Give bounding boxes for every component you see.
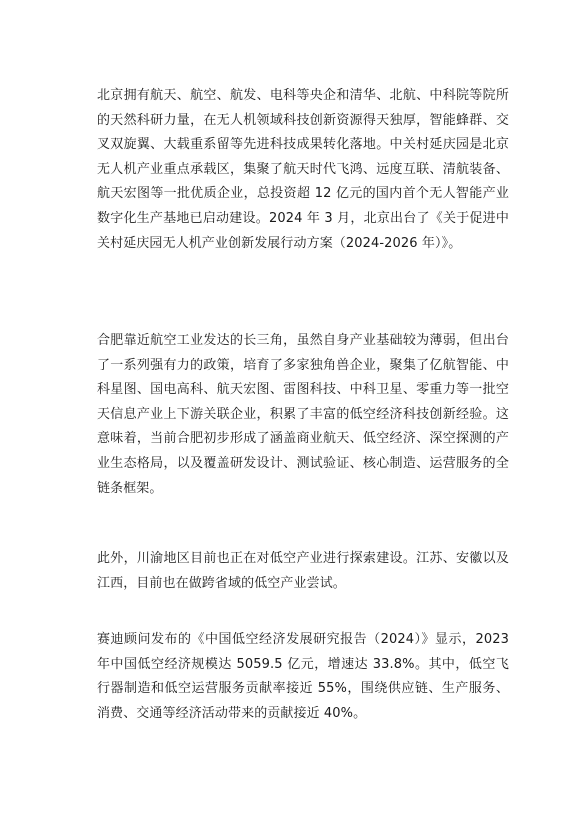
paragraph-other-regions: 此外，川渝地区目前也正在对低空产业进行探索建设。江苏、安徽以及江西，目前也在做跨省域的低空产业尝试。 [97, 551, 509, 591]
paragraph-ccid-report: 赛迪顾问发布的《中国低空经济发展研究报告（2024）》显示，2023 年中国低空经济规模达 5059.5 亿元，增速达 33.8%。其中，低空飞行器制造和低空运营服务贡献率接近 55%，围绕供应链、生产服务、消费、交通等经济活动带来的贡献接近 40%。 [97, 632, 509, 721]
paragraph-hefei: 合肥靠近航空工业发达的长三角，虽然自身产业基础较为薄弱，但出台了一系列强有力的政策，培育了多家独角兽企业，聚集了亿航智能、中科星图、国电高科、航天宏图、雷图科技、中科卫星、零重力等一批空天信息产业上下游关联企业，积累了丰富的低空经济科技创新经验。这意味着，当前合肥初步形成了涵盖商业航天、低空经济、深空探测的产业生态格局，以及覆盖研发设计、测试验证、核心制造、运营服务的全链条框架。 [97, 333, 509, 496]
paragraph-beijing: 北京拥有航天、航空、航发、电科等央企和清华、北航、中科院等院所的天然科研力量，在无人机领域科技创新资源得天独厚，智能蜂群、交叉双旋翼、大载重系留等先进科技成果转化落地。中关村延庆园是北京无人机产业重点承载区，集聚了航天时代飞鸿、远度互联、清航装备、航天宏图等一批优质企业，总投资超 12 亿元的国内首个无人智能产业数字化生产基地已启动建设。2024 年 3 月，北京出台了《关于促进中关村延庆园无人机产业创新发展行动方案（2024-2026 年）》。 [97, 88, 509, 251]
